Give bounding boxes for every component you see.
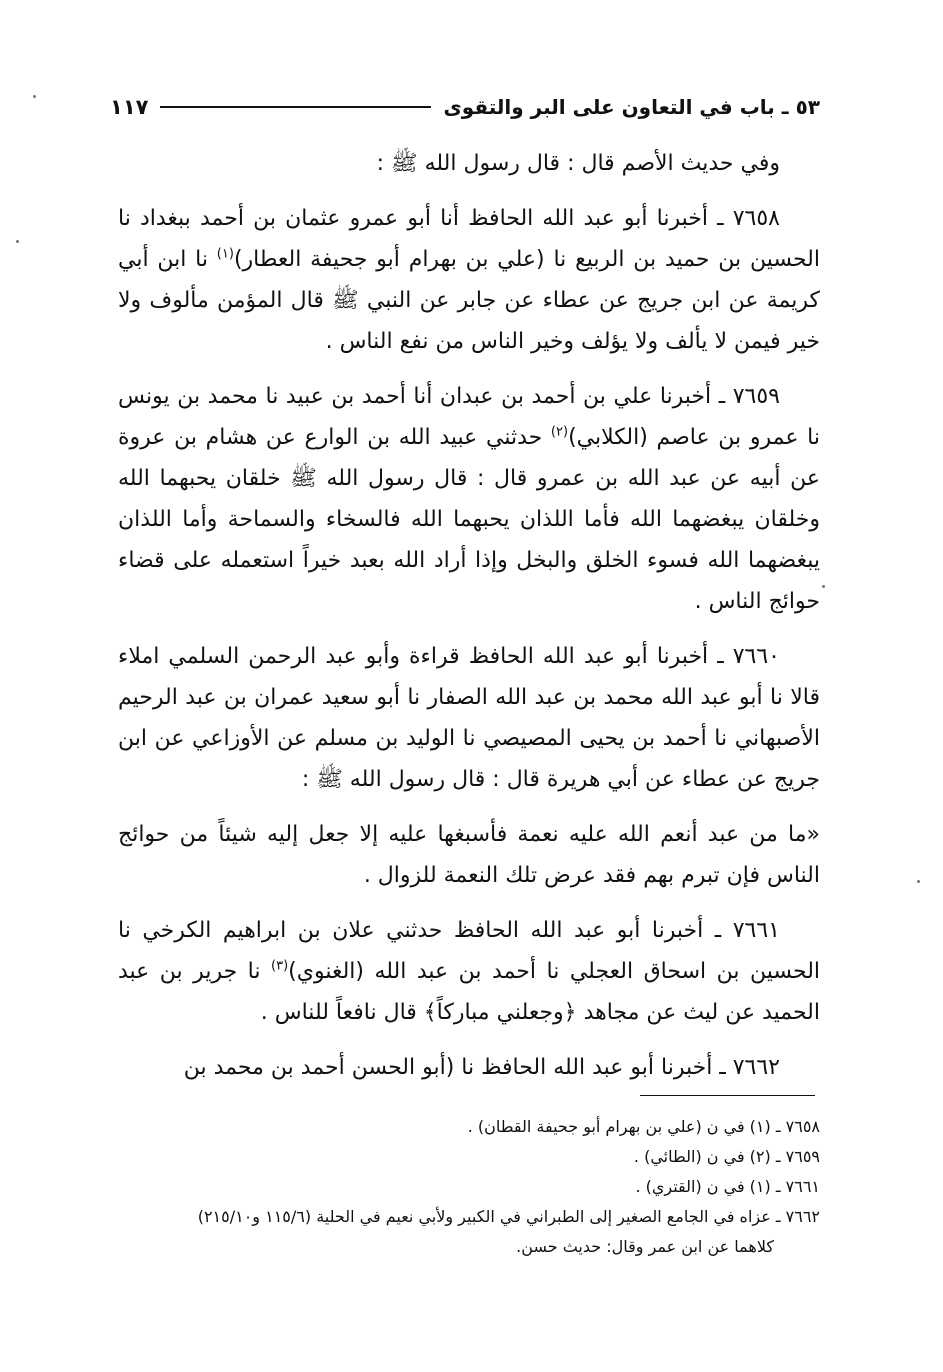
main-text: [118, 143, 820, 1102]
scan-speck: [16, 240, 19, 243]
hadith-7660-matn-text: «ما من عبد أنعم الله عليه نعمة فأسبغها عليه إلا جعل إليه شيئاً من حوائج الناس فإن تبرم بهم فقد عرض تلك النعمة للزوال .: [118, 822, 820, 888]
hadith-7660: [118, 636, 820, 800]
hadith-7662: [118, 1047, 820, 1088]
header-rule: [160, 106, 431, 108]
footnotes: [105, 1112, 820, 1262]
footnote-ref-3: (٣): [271, 958, 289, 974]
scan-speck: [917, 880, 920, 883]
page-number: ١١٧: [110, 95, 149, 119]
hadith-7659-part-a: ٧٦٥٩ ـ أخبرنا علي بن أحمد بن عبدان أنا أحمد بن عبيد نا محمد بن يونس نا عمرو بن عاصم (الكلابي): [118, 384, 820, 450]
hadith-7661-part-b: نا جرير بن عبد الحميد عن ليث عن مجاهد ﴿وجعلني مباركاً﴾ قال نافعاً للناس .: [118, 959, 820, 1025]
intro-line: [118, 143, 820, 184]
intro-text: وفي حديث الأصم قال : قال رسول الله ﷺ :: [376, 151, 780, 176]
hadith-7659-part-b: حدثني عبيد الله بن الوارع عن هشام بن عروة عن أبيه عن عبد الله بن عمرو قال : قال رسول الله ﷺ خلقان يحبهما الله وخلقان يبغضهما الله فأما اللذان يحبهما الله فالسخاء والسماحة وأما اللذان يبغضهما الله فسوء الخلق والبخل وإذا أراد الله بعبد خيراً استعمله على قضاء حوائج الناس .: [118, 425, 820, 614]
hadith-7660-matn: [118, 814, 820, 896]
footnote-1: ٧٦٥٨ ـ (١) في ن (علي بن بهرام أبو جحيفة القطان) .: [467, 1117, 820, 1136]
running-header: [110, 92, 820, 122]
hadith-7661: [118, 910, 820, 1033]
hadith-7658-part-a: ٧٦٥٨ ـ أخبرنا أبو عبد الله الحافظ أنا أبو عمرو عثمان بن أحمد ببغداد نا الحسين بن حميد بن الربيع نا (علي بن بهرام أبو جحيفة العطار): [118, 206, 820, 272]
chapter-title: ٥٣ ـ باب في التعاون على البر والتقوى: [443, 95, 820, 119]
footnote-3: ٧٦٦١ ـ (١) في ن (القتري) .: [635, 1177, 820, 1196]
footnote-ref-1: (١): [216, 246, 234, 262]
hadith-7658: [118, 198, 820, 362]
footnote-4-continued: كلاهما عن ابن عمر وقال: حديث حسن.: [516, 1237, 774, 1256]
scan-speck: [822, 585, 825, 588]
footnote-ref-2: (٢): [550, 424, 569, 440]
footnote-2: ٧٦٥٩ ـ (٢) في ن (الطائي) .: [633, 1147, 820, 1166]
hadith-7659: [118, 376, 820, 622]
hadith-7661-part-a: ٧٦٦١ ـ أخبرنا أبو عبد الله الحافظ حدثني علان بن ابراهيم الكرخي نا الحسين بن اسحاق العجلي نا أحمد بن عبد الله (الغنوي): [118, 918, 821, 984]
scan-speck: [33, 95, 36, 98]
footnote-separator: [640, 1095, 815, 1096]
hadith-7660-text: ٧٦٦٠ ـ أخبرنا أبو عبد الله الحافظ قراءة وأبو عبد الرحمن السلمي املاء قالا نا أبو عبد الله محمد بن عبد الله الصفار نا أبو سعيد عمران بن عبد الرحيم الأصبهاني نا أحمد بن يحيى المصيصي نا الوليد بن مسلم عن الأوزاعي عن ابن جريج عن عطاء عن أبي هريرة قال : قال رسول الله ﷺ :: [118, 644, 820, 792]
footnote-4: ٧٦٦٢ ـ عزاه في الجامع الصغير إلى الطبراني في الكبير ولأبي نعيم في الحلية (١١٥/٦ و٢١٥/١٠): [197, 1207, 820, 1226]
hadith-7658-part-b: نا ابن أبي كريمة عن ابن جريج عن عطاء عن جابر عن النبي ﷺ قال المؤمن مألوف ولا خير فيمن لا يألف ولا يؤلف وخير الناس من نفع الناس .: [118, 247, 820, 354]
hadith-7662-text: ٧٦٦٢ ـ أخبرنا أبو عبد الله الحافظ نا (أبو الحسن أحمد بن محمد بن: [183, 1055, 780, 1080]
